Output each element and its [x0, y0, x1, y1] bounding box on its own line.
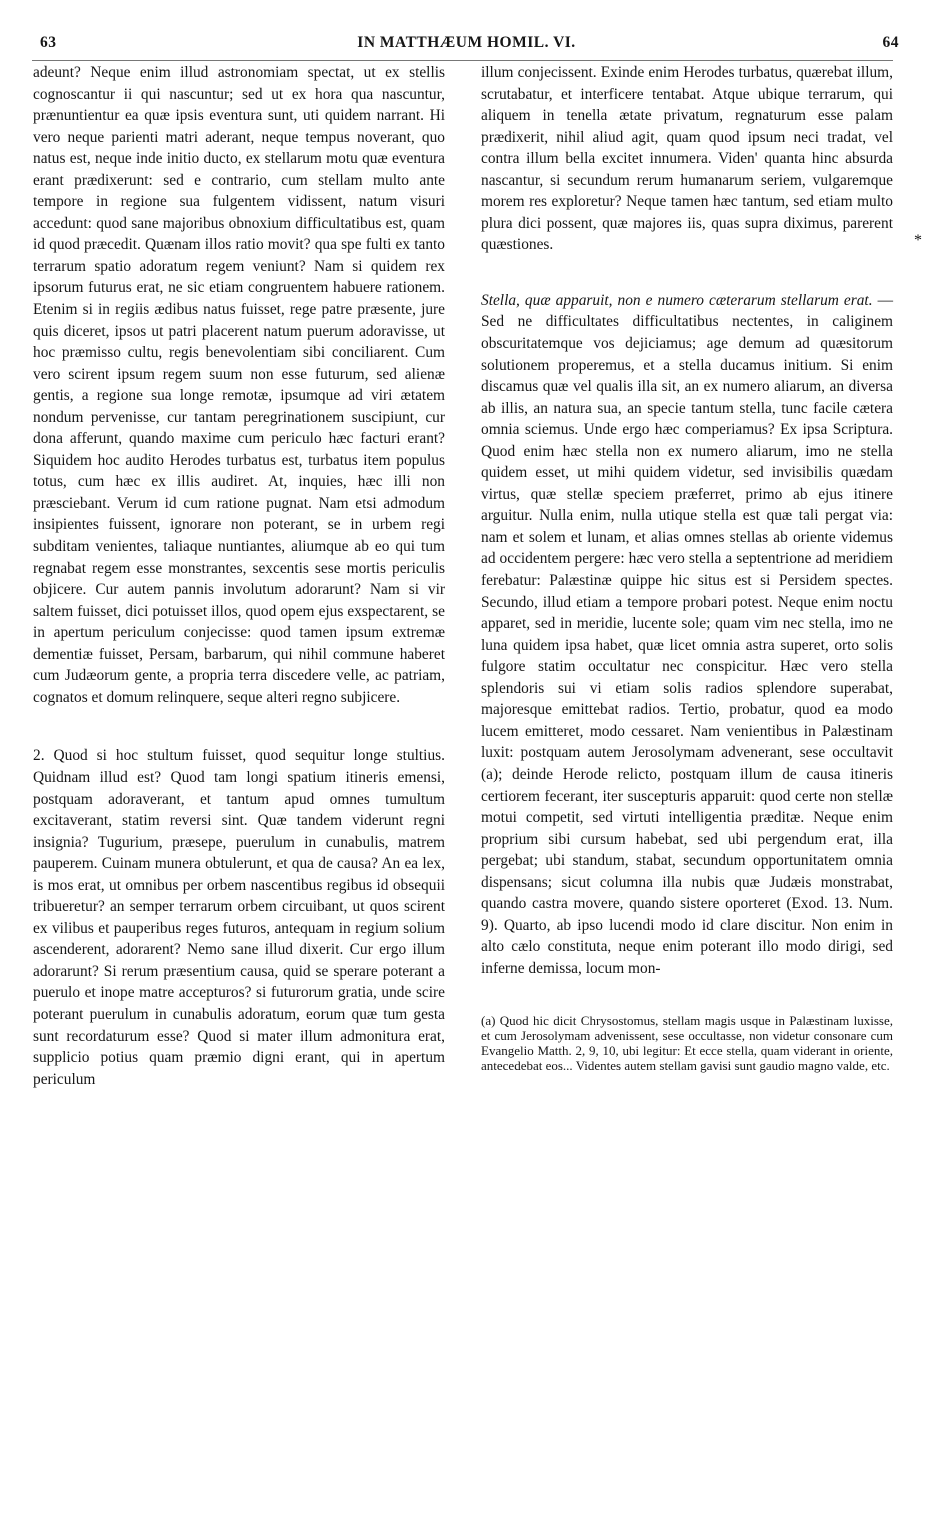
section-paragraph: Stella, quæ apparuit, non e numero cæterarum stellarum erat. — Sed ne difficultates difficultatibus nectentes, in caliginem obscuritatemque vos dejiciamus; age demum ad quæsitorum solutionem properemus, et a stella ducamus initium. Si enim discamus quæ vel qualis illa sit, an ex numero aliarum, an diversa ab illis, an natura sua, an specie tantum stella, tunc facile cætera omnia sciemus. Unde ergo hæc comperiamus? Ex ipsa Scriptura. Quod enim hæc stella non ex numero aliarum, imo ne stella quidem esset, ut mihi quidem videtur, sed invisibilis quædam virtus, quæ stellæ speciem præferret, primo ab ejus itinere arguitur. Nulla enim, nulla utique stella est quæ tali pergat via: nam et solem et lunam, et alias omnes stellas ab oriente videmus ad occidentem pergere: hæc vero stella a septentrione ad meridiem ferebatur: Palæstinæ quippe hic situs est si Persidem spectes. Secundo, illud etiam a tempore probari potest. Neque enim noctu apparet, sed in meridie, lucente sole; quam vim nec stella, imo ne luna quidem ipsa habet, quæ licet omnia astra superet, orto solis fulgore statim occultatur nec conspicitur. Hæc vero stella splendoris sui vi etiam solis radios splendore superabat, majoresque emittebat radios. Tertio, probatur, quod ea modo lucem emitteret, modo cessaret. Nam venientibus in Palæstinam luxit: postquam autem Jerosolymam advenerant, sese occultavit (a); deinde Herode relicto, postquam illum de causa itineris certiorem fecerant, iter suscepturis apparuit: quod certe non stellæ motui competit, sed virtuti intelligentia præditæ. Neque enim proprium sibi cursum habebat, sed ubi pergendum erat, illa pergebat; ubi standum, stabat, secundum opportunitatem omnia dispensans; sicut columna illa nubis quæ Judæis monstrabat, quando castra movere, quando sistere oporteret (Exod. 13. Num. 9). Quarto, ab ipso lucendi modo id clare discitur. Non enim in alto cælo constituta, neque enim poterant illo modo dirigi, sed inferne demissa, locum mon- [481, 291, 893, 977]
right-column [481, 62, 893, 1073]
right-paragraph-2: Sed ne difficultates difficultatibus nectentes, in caliginem obscuritatemque vos dejiciamus; age demum ad quæsitorum solutionem properemus, et a stella ducamus initium. Si enim discamus quæ vel qualis illa sit, an ex numero aliarum, an diversa ab illis, an natura sua, an specie tantum stella, tunc facile cætera omnia sciemus. Unde ergo hæc comperiamus? Ex ipsa Scriptura. Quod enim hæc stella non ex numero aliarum, imo ne stella quidem esset, ut mihi quidem videtur, sed invisibilis quædam virtus, quæ stellæ speciem præferret, primo ab ejus itinere arguitur. Nulla enim, nulla utique stella est quæ tali pergat via: nam et solem et lunam, et alias omnes stellas ab oriente videmus ad occidentem pergere: hæc vero stella a septentrione ad meridiem ferebatur: Palæstinæ quippe hic situs est si Persidem spectes. Secundo, illud etiam a tempore probari potest. Neque enim noctu apparet, sed in meridie, lucente sole; quam vim nec stella, imo ne luna quidem ipsa habet, quæ licet omnia astra superet, orto solis fulgore statim occultatur nec conspicitur. Hæc vero stella splendoris sui vi etiam solis radios splendore superabat, majoresque emittebat radios. Tertio, probatur, quod ea modo lucem emitteret, modo cessaret. Nam venientibus in Palæstinam luxit: postquam autem Jerosolymam advenerant, sese occultavit (a); deinde Herode relicto, postquam illum de causa itineris certiorem fecerant, iter suscepturis apparuit: quod certe non stellæ motui competit, sed virtuti intelligentia præditæ. Neque enim proprium sibi cursum habebat, sed ubi pergendum erat, illa pergebat; ubi standum, stabat, secundum opportunitatem omnia dispensans; sicut columna illa nubis quæ Judæis monstrabat, quando castra movere, quando sistere oporteret (Exod. 13. Num. 9). Quarto, ab ipso lucendi modo id clare discitur. Non enim in alto cælo constituta, neque enim poterant illo modo dirigi, sed inferne demissa, locum mon- [481, 313, 893, 977]
header-rule [32, 60, 893, 61]
right-page-number: 64 [882, 34, 899, 51]
left-paragraph-2: 2. Quod si hoc stultum fuisset, quod sequitur longe stultius. Quidnam illud est? Quod tam longi spatium itineris emensi, postquam adoraverant, et tantum apud omnes tumultum excitaverant, statim reversi sint. Quæ tandem viderunt regni insignia? Tugurium, præsepe, puerulum in cunabulis, matrem pauperem. Cuinam munera obtulerunt, et qua de causa? An ea lex, is mos erat, ut omnibus per orbem nascentibus regibus id obsequii tribueretur? an semper terrarum orbem circuibant, ut quos scirent ex vilibus et pauperibus reges futuros, antequam in regium solium ascenderent, adorarent? Nemo sane illud dixerit. Cur ergo illum adorarunt? Si rerum præsentium causa, quid se sperare poterant a puerulo et inope matre accepturos? si futurorum gratia, unde scire poterant puerulum in cunabulis adoratum, eorum quæ tum gesta sunt recordaturum esse? Quod si mater illum admonitura erat, supplicio potius quam præmio digni erant, qui in apertum periculum [33, 747, 445, 1088]
running-header [28, 34, 905, 56]
left-page-number: 63 [40, 34, 57, 51]
margin-mark: * [914, 232, 922, 249]
section-heading: Stella, quæ apparuit, non e numero cæterarum stellarum erat. [481, 291, 873, 309]
left-paragraph-1: adeunt? Neque enim illud astronomiam spectat, ut ex stellis cognoscantur ii qui nascuntur; sed ut ex hora qua nascuntur, prænuntientur ea quæ ipsis eventura sunt, uti quidem narrant. Hi vero neque parienti matri aderant, neque tempus noverant, quo natus est, neque inde initio ducto, ex stellarum motu quæ eventura erant prædixerunt: sed e contrario, cum stellam multo ante tempore in regione sua fulgentem vidissent, natum visuri accedunt: quod sane majoribus obnoxium difficultatibus est, quam id quod præcedit. Quænam illos ratio movit? qua spe fulti ex tanto terrarum spatio adoratum regem veniunt? Nam si quidem rex ipsorum futurus erat, ne sic etiam congruentem habuere rationem. Etenim si in regiis ædibus natus fuisset, rege patre præsente, jure quis diceret, ipsos ut patri placerent natum puerum adoravisse, ut hoc præmisso cultu, regis benevolentiam sibi conciliarent. Cum vero scirent ipsum regem suum non esse futurum, sed alienæ gentis, a regione sua longe remotæ, ipsumque ad viri ætatem nondum pervenisse, cur tantam peregrinationem suscipiunt, cur dona afferunt, quando maxime cum periculo hæc facturi erant? Siquidem hoc audito Herodes turbatus est, turbatus item populus totus, cum hæc ex illis audiret. At, inquies, hæc illi non præsciebant. Verum id cum ratione pugnat. Nam etsi admodum insipientes fuissent, ignorare non poterant, se in urbem regi subditam venientes, taliaque nuntiantes, aliumque ab eo qui tum regnabat regem esse monstrantes, sexcentis sese mortis periculis objicere. Cur autem pannis involutum adorarunt? Nam si vir saltem fuisset, dici potuisset illos, quod opem ejus exspectarent, se in apertum periculum conjecisse: quod tamen ipsum extremæ dementiæ fuisset, Persam, barbarum, qui nihil commune haberet cum Judæorum gente, a propria terra discedere velle, ac patriam, cognatos et domum relinquere, seque alteri regno subjicere. [33, 64, 445, 706]
right-paragraph-1: illum conjecissent. Exinde enim Herodes turbatus, quærebat illum, scrutabatur, et interficere tentabat. Atque ubique terrarum, qui aliquem in tenella ætate privatum, regnaturum esse palam prædixerit, nihil aliud agit, quam quod ipsum neci tradat, vel contra illum bella excitet innumera. Viden' quanta hinc absurda nascantur, si secundum rerum humanarum seriem, vulgaremque morem res exploretur? Neque tamen hæc tantum, sed etiam multo plura dici possent, quæ majores iis, quas supra diximus, parerent quæstiones. [481, 64, 893, 254]
footnote: (a) Quod hic dicit Chrysostomus, stellam magis usque in Palæstinam luxisse, et cum Jerosolymam advenissent, sese occultasse, non videtur consonare cum Evangelio Matth. 2, 9, 10, ubi legitur: Et ecce stella, quam viderant in oriente, antecedebat eos... Videntes autem stellam gavisi sunt gaudio magno valde, etc. [481, 1013, 893, 1074]
left-column [33, 62, 445, 1090]
running-title: IN MATTHÆUM HOMIL. VI. [357, 34, 576, 51]
